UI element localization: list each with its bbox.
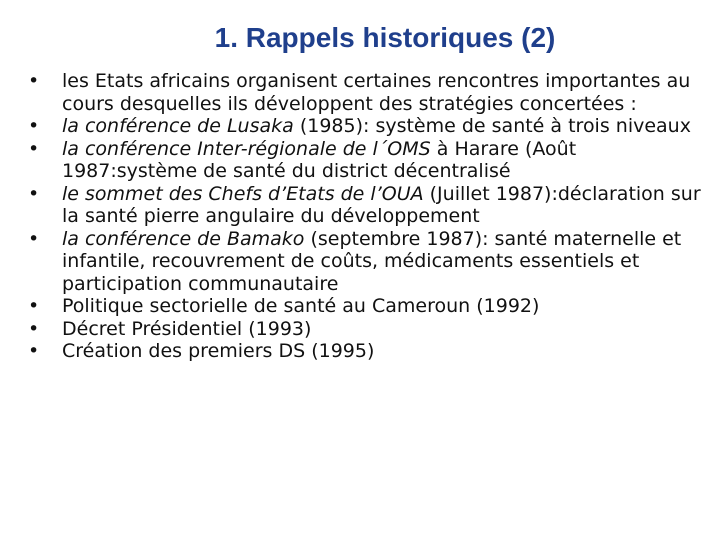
bullet-icon: • bbox=[28, 182, 40, 205]
list-item bbox=[24, 228, 704, 296]
list-item bbox=[24, 340, 704, 363]
item-text: (septembre 1987): santé maternelle et infantile, recouvrement de coûts, médicaments essentiels et participation communautaire bbox=[62, 227, 682, 295]
item-emphasis: la conférence Inter-régionale de l´OMS bbox=[62, 137, 431, 160]
slide-title: 1. Rappels historiques (2) bbox=[214, 22, 556, 53]
item-emphasis: la conférence de Bamako bbox=[62, 227, 305, 250]
bullet-icon: • bbox=[28, 295, 40, 317]
list-item bbox=[24, 115, 704, 138]
item-text: Décret Présidentiel (1993) bbox=[62, 317, 312, 340]
item-text: à Harare (Août 1987:système de santé du district décentralisé bbox=[62, 137, 577, 182]
bullet-icon: • bbox=[28, 317, 40, 340]
item-text: Politique sectorielle de santé au Cameroun (1992) bbox=[62, 295, 540, 317]
bullet-icon: • bbox=[28, 70, 40, 92]
bullet-icon: • bbox=[28, 340, 40, 362]
item-emphasis: le sommet des Chefs d’Etats de l’OUA bbox=[62, 182, 424, 205]
list-item bbox=[24, 70, 704, 115]
item-text: (1985): système de santé à trois niveaux bbox=[293, 115, 691, 137]
list-item bbox=[24, 318, 704, 341]
item-emphasis: la conférence de Lusaka bbox=[62, 115, 294, 137]
item-text: les Etats africains organisent certaines rencontres importantes au cours desquelles ils développent des stratégies concertées : bbox=[62, 70, 691, 115]
list-item bbox=[24, 183, 704, 228]
bullet-icon: • bbox=[28, 115, 40, 137]
item-text: Création des premiers DS (1995) bbox=[62, 340, 375, 362]
bullet-icon: • bbox=[28, 227, 40, 250]
bullet-list bbox=[24, 70, 704, 363]
bullet-icon: • bbox=[28, 137, 40, 160]
list-item bbox=[24, 295, 704, 318]
list-item bbox=[24, 138, 704, 183]
item-text: (Juillet 1987):déclaration sur la santé pierre angulaire du développement bbox=[62, 182, 701, 227]
